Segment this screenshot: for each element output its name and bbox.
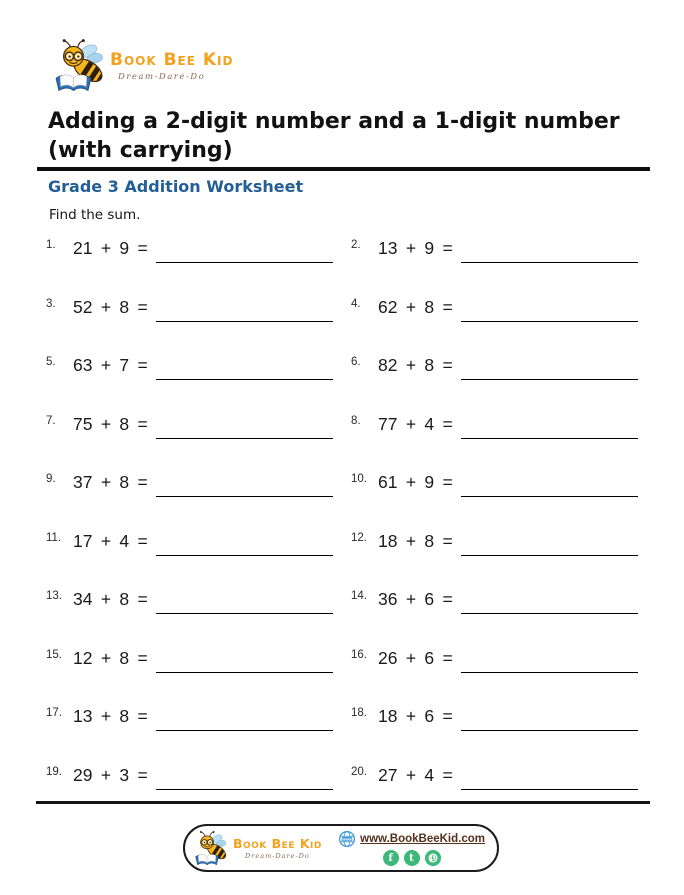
answer-blank xyxy=(461,297,638,322)
problem-expression: 37 + 8 = xyxy=(73,472,148,492)
answer-blank xyxy=(156,765,333,790)
answer-blank xyxy=(461,648,638,673)
problem-expression: 13 + 8 = xyxy=(73,706,148,726)
problem-expression: 61 + 9 = xyxy=(378,472,453,492)
twitter-icon[interactable]: t xyxy=(404,850,420,866)
problem-expression: 21 + 9 = xyxy=(73,238,148,258)
problem-row xyxy=(46,765,333,791)
problem-row xyxy=(46,706,333,732)
footer-links xyxy=(338,830,485,866)
answer-blank xyxy=(156,414,333,439)
social-icons xyxy=(383,850,441,866)
problem-number: 14. xyxy=(351,590,367,602)
answer-blank xyxy=(156,355,333,380)
problem-number: 11. xyxy=(46,531,62,544)
problem-row xyxy=(351,706,638,732)
problem-number: 6. xyxy=(351,356,361,368)
problem-row xyxy=(46,238,333,264)
problem-number: 20. xyxy=(351,765,367,778)
problem-row xyxy=(351,531,638,557)
bee-logo-icon xyxy=(193,829,231,867)
problem-expression: 29 + 3 = xyxy=(73,764,148,785)
footer-banner xyxy=(183,824,499,872)
problem-number: 3. xyxy=(46,297,56,310)
brand-tagline: Dream-Dare-Do xyxy=(245,852,310,860)
answer-blank xyxy=(156,238,333,263)
problem-number: 17. xyxy=(46,707,62,719)
title-divider xyxy=(37,167,650,171)
answer-blank xyxy=(156,472,333,497)
instruction-text: Find the sum. xyxy=(49,207,141,223)
answer-blank xyxy=(461,589,638,614)
problem-expression: 36 + 6 = xyxy=(378,589,453,609)
globe-label: www xyxy=(342,836,352,842)
problem-expression: 77 + 4 = xyxy=(378,413,453,434)
problem-expression: 52 + 8 = xyxy=(73,296,148,317)
problem-row xyxy=(351,238,638,264)
problem-number: 16. xyxy=(351,648,367,661)
problem-expression: 27 + 4 = xyxy=(378,764,453,785)
problem-expression: 18 + 6 = xyxy=(378,706,453,726)
problem-row xyxy=(46,355,333,381)
problem-row xyxy=(351,355,638,381)
answer-blank xyxy=(461,414,638,439)
website-link[interactable]: www.BookBeeKid.com xyxy=(360,833,485,845)
answer-blank xyxy=(156,648,333,673)
problem-number: 5. xyxy=(46,356,56,368)
problem-number: 13. xyxy=(46,590,62,602)
problem-number: 7. xyxy=(46,414,56,427)
problem-expression: 13 + 9 = xyxy=(378,238,453,258)
problem-row xyxy=(351,297,638,323)
problem-row xyxy=(351,648,638,674)
problem-number: 10. xyxy=(351,473,367,485)
problem-number: 19. xyxy=(46,765,62,778)
problem-row xyxy=(351,414,638,440)
problem-row xyxy=(46,589,333,615)
problem-row xyxy=(351,589,638,615)
problem-number: 18. xyxy=(351,707,367,719)
problem-expression: 17 + 4 = xyxy=(73,530,148,551)
problem-expression: 18 + 8 = xyxy=(378,530,453,551)
problem-expression: 26 + 6 = xyxy=(378,647,453,668)
problem-number: 4. xyxy=(351,297,361,310)
problem-expression: 62 + 8 = xyxy=(378,296,453,317)
problem-row xyxy=(351,765,638,791)
page-title xyxy=(48,107,678,165)
answer-blank xyxy=(156,706,333,731)
problem-row xyxy=(46,472,333,498)
page-title-line1: Adding a 2-digit number and a 1-digit number xyxy=(48,109,620,134)
globe-icon xyxy=(338,830,356,848)
answer-blank xyxy=(461,238,638,263)
brand-name: Book Bee Kid xyxy=(233,836,322,851)
facebook-icon[interactable]: f xyxy=(383,850,399,866)
answer-blank xyxy=(156,531,333,556)
answer-blank xyxy=(461,472,638,497)
bee-logo-icon xyxy=(52,36,110,94)
answer-blank xyxy=(461,765,638,790)
problem-row xyxy=(46,648,333,674)
footer-brand-block xyxy=(233,836,322,860)
problem-expression: 75 + 8 = xyxy=(73,413,148,434)
problem-row xyxy=(46,297,333,323)
problem-expression: 82 + 8 = xyxy=(378,355,453,375)
problem-expression: 34 + 8 = xyxy=(73,589,148,609)
worksheet-subtitle: Grade 3 Addition Worksheet xyxy=(48,177,304,196)
problems-grid xyxy=(46,238,638,791)
problem-number: 8. xyxy=(351,414,361,427)
problem-number: 9. xyxy=(46,473,56,485)
problem-row xyxy=(351,472,638,498)
pinterest-icon[interactable]: p xyxy=(425,850,441,866)
brand-name: Book Bee Kid xyxy=(110,50,234,70)
problem-row xyxy=(46,531,333,557)
answer-blank xyxy=(461,706,638,731)
problem-number: 1. xyxy=(46,239,56,251)
page-title-line2: (with carrying) xyxy=(48,138,233,163)
answer-blank xyxy=(461,531,638,556)
problem-expression: 63 + 7 = xyxy=(73,355,148,375)
footer-divider xyxy=(36,801,650,804)
answer-blank xyxy=(461,355,638,380)
website-row xyxy=(338,830,485,848)
answer-blank xyxy=(156,589,333,614)
problem-number: 12. xyxy=(351,531,367,544)
problem-row xyxy=(46,414,333,440)
problem-expression: 12 + 8 = xyxy=(73,647,148,668)
problem-number: 15. xyxy=(46,648,62,661)
answer-blank xyxy=(156,297,333,322)
brand-tagline: Dream-Dare-Do xyxy=(118,72,206,82)
problem-number: 2. xyxy=(351,239,361,251)
